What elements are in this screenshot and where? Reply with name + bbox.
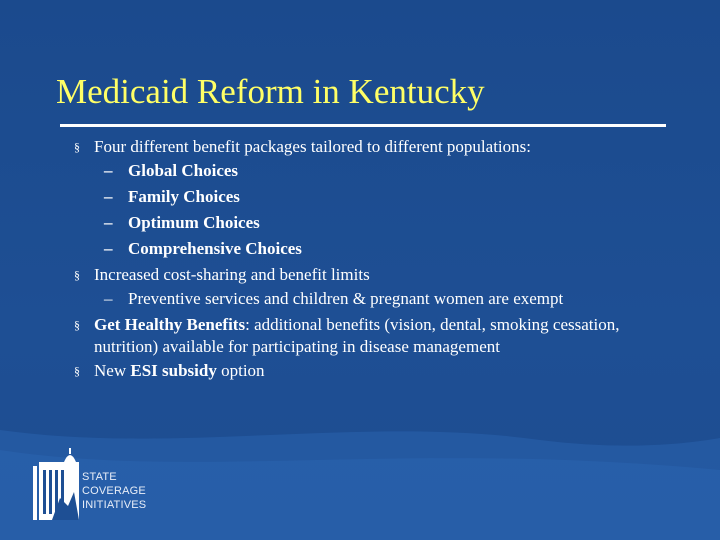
sub-item-text: Comprehensive Choices [128, 239, 302, 258]
bullet-icon: § [74, 318, 80, 332]
sub-item [74, 236, 674, 262]
slide-title: Medicaid Reform in Kentucky [56, 72, 485, 111]
bullet-text [94, 358, 674, 382]
bullet-bold-term: ESI subsidy [130, 361, 217, 380]
bullet-item-esi-subsidy [74, 358, 674, 382]
sub-item [74, 210, 674, 236]
bullet-text-rest: : additional benefits (vision, dental, smoking cessation, nutrition) available for participating in disease management [94, 315, 620, 356]
bullet-tail: option [216, 361, 265, 380]
dash-icon: – [104, 161, 113, 180]
bullet-icon: § [74, 140, 80, 154]
sub-item-text: Preventive services and children & pregnant women are exempt [128, 289, 564, 308]
bullet-text [94, 312, 674, 358]
sub-item [74, 286, 674, 312]
bullet-text: Increased cost-sharing and benefit limits [94, 265, 370, 284]
logo-line: COVERAGE [82, 485, 146, 497]
bullet-bold-lead: Get Healthy Benefits [94, 315, 246, 334]
logo-line: STATE [82, 471, 117, 483]
bullet-item-cost-sharing [74, 262, 674, 286]
bullet-item-packages [74, 134, 674, 158]
dash-icon: – [104, 187, 113, 206]
sub-item-text: Optimum Choices [128, 213, 260, 232]
sub-item [74, 158, 674, 184]
bullet-list [74, 134, 674, 382]
dash-icon: – [104, 213, 113, 232]
bullet-text: Four different benefit packages tailored to different populations: [94, 137, 531, 156]
logo-line: INITIATIVES [82, 499, 147, 511]
bullet-icon: § [74, 268, 80, 282]
bullet-item-healthy-benefits [74, 312, 674, 358]
sub-item-text: Global Choices [128, 161, 239, 180]
title-divider [60, 124, 666, 127]
bullet-icon: § [74, 364, 80, 378]
sub-item [74, 184, 674, 210]
sub-item-text: Family Choices [128, 187, 240, 206]
bullet-lead: New [94, 361, 131, 380]
logo-wordmark [82, 470, 146, 512]
dash-icon: – [104, 239, 113, 258]
dash-icon: – [104, 289, 113, 308]
